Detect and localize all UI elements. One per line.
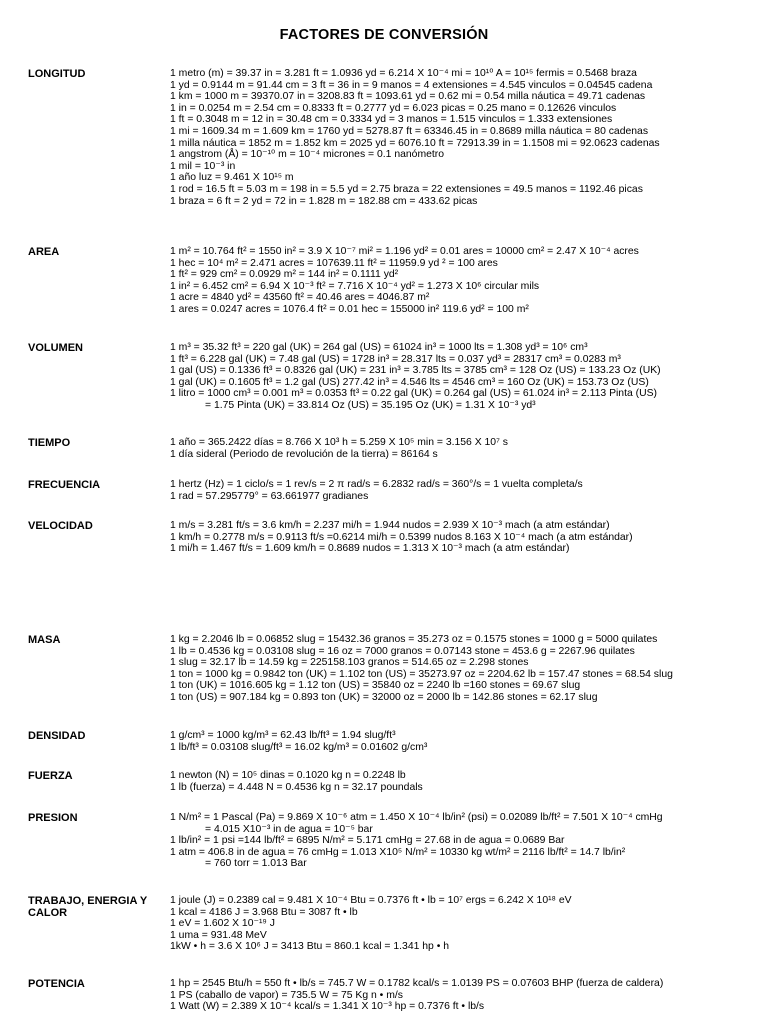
conversion-line: 1 in² = 6.452 cm² = 6.94 X 10⁻³ ft² = 7.716 X 10⁻⁴ yd² = 1.273 X 10⁶ circular mils: [170, 280, 540, 292]
conversion-line: 1 slug = 32.17 lb = 14.59 kg = 225158.103 granos = 514.65 oz = 2.298 stones: [170, 657, 529, 669]
conversion-line: 1 ton (UK) = 1016.605 kg = 1.12 ton (US) = 35840 oz = 2240 lb =160 stones = 69.67 slug: [170, 680, 581, 692]
conversion-line: 1 angstrom (Å) = 10⁻¹⁰ m = 10⁻⁴ micrones = 0.1 nanómetro: [170, 149, 445, 161]
conversion-line: 1 gal (UK) = 0.1605 ft³ = 1.2 gal (US) 277.42 in³ = 4.546 lts = 4546 cm³ = 160 Oz (UK) = 153.73 Oz (US): [170, 376, 649, 388]
section-label: POTENCIA: [28, 978, 85, 990]
conversion-line: 1 lb/ft³ = 0.03108 slug/ft³ = 16.02 kg/m³ = 0.01602 g/cm³: [170, 741, 428, 753]
conversion-lines: [170, 342, 760, 412]
conversion-line: 1kW • h = 3.6 X 10⁶ J = 3413 Btu = 860.1 kcal = 1.341 hp • h: [170, 941, 450, 953]
conversion-line: 1 lb = 0.4536 kg = 0.03108 slug = 16 oz = 7000 granos = 0.07143 stone = 453.6 g = 2267.96 quilates: [170, 645, 635, 657]
conversion-line: 1 braza = 6 ft = 2 yd = 72 in = 1.828 m = 182.88 cm = 433.62 picas: [170, 195, 478, 207]
document-title: FACTORES DE CONVERSIÓN: [279, 27, 489, 43]
section-label: VELOCIDAD: [28, 520, 93, 532]
conversion-line: 1 kcal = 4186 J = 3.968 Btu = 3087 ft • lb: [170, 906, 358, 918]
section-label: DENSIDAD: [28, 730, 86, 742]
conversion-line: 1 m² = 10.764 ft² = 1550 in² = 3.9 X 10⁻⁷ mi² = 1.196 yd² = 0.01 ares = 10000 cm² = 2.47 X 10⁻⁴ acres: [170, 246, 639, 257]
conversion-line: 1 joule (J) = 0.2389 cal = 9.481 X 10⁻⁴ Btu = 0.7376 ft • lb = 10⁷ ergs = 6.242 X 10¹⁸ eV: [170, 895, 572, 906]
conversion-line: = 760 torr = 1.013 Bar: [205, 858, 307, 870]
conversion-line: 1 metro (m) = 39.37 in = 3.281 ft = 1.0936 yd = 6.214 X 10⁻⁴ mi = 10¹⁰ A = 10¹⁵ fermis = 0.5468 braza: [170, 68, 637, 79]
conversion-line: 1 ft = 0.3048 m = 12 in = 30.48 cm = 0.3334 yd = 3 manos = 1.515 vinculos = 1.333 extensiones: [170, 114, 613, 126]
conversion-line: = 1.75 Pinta (UK) = 33.814 Oz (US) = 35.195 Oz (UK) = 1.31 X 10⁻³ yd³: [205, 399, 536, 411]
conversion-lines: [170, 246, 760, 316]
conversion-line: 1 ft³ = 6.228 gal (UK) = 7.48 gal (US) = 1728 in³ = 28.317 lts = 0.037 yd³ = 28317 cm³ = 0.0283 m³: [170, 353, 621, 365]
conversion-line: 1 ft² = 929 cm² = 0.0929 m² = 144 in² = 0.1111 yd²: [170, 269, 399, 281]
conversion-line: 1 año luz = 9.461 X 10¹⁵ m: [170, 172, 294, 184]
conversion-line: 1 lb (fuerza) = 4.448 N = 0.4536 kg n = 32.17 poundals: [170, 781, 423, 793]
conversion-line: 1 atm = 406.8 in de agua = 76 cmHg = 1.013 X10⁵ N/m² = 10330 kg wt/m² = 2116 lb/ft² = 14.7 lb/in²: [170, 846, 626, 858]
conversion-line: 1 mi = 1609.34 m = 1.609 km = 1760 yd = 5278.87 ft = 63346.45 in = 0.8689 milla náutica = 80 cadenas: [170, 125, 649, 137]
conversion-line: 1 rad = 57.295779° = 63.661977 gradianes: [170, 490, 369, 502]
section-label: LONGITUD: [28, 68, 86, 80]
conversion-line: 1 ton (US) = 907.184 kg = 0.893 ton (UK) = 32000 oz = 2000 lb = 142.86 stones = 62.17 slug: [170, 691, 598, 703]
conversion-line: 1 litro = 1000 cm³ = 0.001 m³ = 0.0353 ft³ = 0.22 gal (UK) = 0.264 gal (US) = 61.024 in³ = 2.113 Pinta (US): [170, 388, 657, 400]
conversion-line: 1 yd = 0.9144 m = 91.44 cm = 3 ft = 36 in = 9 manos = 4 extensiones = 4.545 vinculos = 0.04545 cadena: [170, 79, 653, 91]
conversion-line: 1 mi/h = 1.467 ft/s = 1.609 km/h = 0.8689 nudos = 1.313 X 10⁻³ mach (a atm estándar): [170, 543, 570, 555]
conversion-lines: [170, 437, 760, 460]
conversion-line: 1 hp = 2545 Btu/h = 550 ft • lb/s = 745.7 W = 0.1782 kcal/s = 1.0139 PS = 0.07603 BHP (fuerza de caldera): [170, 978, 664, 989]
conversion-lines: [170, 730, 760, 753]
section-label: MASA: [28, 634, 61, 646]
conversion-line: 1 ton = 1000 kg = 0.9842 ton (UK) = 1.102 ton (US) = 35273.97 oz = 2204.62 lb = 157.47 stones = 68.54 slug: [170, 668, 673, 680]
conversion-lines: [170, 520, 760, 555]
conversion-line: 1 hec = 10⁴ m² = 2.471 acres = 107639.11 ft² = 11959.9 yd ² = 100 ares: [170, 257, 498, 269]
conversion-lines: [170, 634, 760, 704]
conversion-line: = 4.015 X10⁻³ in de agua = 10⁻⁵ bar: [205, 823, 373, 835]
section-label: PRESION: [28, 812, 78, 824]
conversion-lines: [170, 895, 760, 953]
section-label: VOLUMEN: [28, 342, 83, 354]
section-label: FUERZA: [28, 770, 73, 782]
conversion-line: 1 m³ = 35.32 ft³ = 220 gal (UK) = 264 gal (US) = 61024 in³ = 1000 lts = 1.308 yd³ = 10⁶ cm³: [170, 342, 588, 353]
conversion-line: 1 acre = 4840 yd² = 43560 ft² = 40.46 ares = 4046.87 m²: [170, 292, 430, 304]
conversion-line: 1 lb/in² = 1 psi =144 lb/ft² = 6895 N/m² = 5.171 cmHg = 27.68 in de agua = 0.0689 Bar: [170, 835, 565, 847]
conversion-line: 1 Watt (W) = 2.389 X 10⁻⁴ kcal/s = 1.341 X 10⁻³ hp = 0.7376 ft • lb/s: [170, 1001, 485, 1013]
conversion-lines: [170, 479, 760, 502]
conversion-line: 1 uma = 931.48 MeV: [170, 929, 267, 941]
section-label: AREA: [28, 246, 60, 258]
conversion-line: 1 eV = 1.602 X 10⁻¹⁹ J: [170, 918, 275, 930]
conversion-lines: [170, 812, 760, 870]
conversion-lines: [170, 770, 760, 793]
section-label: TIEMPO: [28, 437, 71, 449]
conversion-line: 1 rod = 16.5 ft = 5.03 m = 198 in = 5.5 yd = 2.75 braza = 22 extensiones = 49.5 manos = 1192.46 picas: [170, 183, 643, 195]
conversion-lines: [170, 978, 760, 1013]
conversion-lines: [170, 68, 760, 207]
conversion-line: 1 newton (N) = 10⁵ dinas = 0.1020 kg n = 0.2248 lb: [170, 770, 406, 781]
section-label: TRABAJO, ENERGIA Y CALOR: [28, 895, 147, 920]
conversion-line: 1 mil = 10⁻³ in: [170, 160, 236, 172]
conversion-line: 1 kg = 2.2046 lb = 0.06852 slug = 15432.36 granos = 35.273 oz = 0.1575 stones = 1000 g = 5000 quilates: [170, 634, 658, 645]
conversion-line: 1 PS (caballo de vapor) = 735.5 W = 75 Kg n • m/s: [170, 989, 403, 1001]
conversion-line: 1 km/h = 0.2778 m/s = 0.9113 ft/s =0.6214 mi/h = 0.5399 nudos 8.163 X 10⁻⁴ mach (a atm estándar): [170, 531, 633, 543]
conversion-line: 1 g/cm³ = 1000 kg/m³ = 62.43 lb/ft³ = 1.94 slug/ft³: [170, 730, 396, 741]
conversion-line: 1 km = 1000 m = 39370.07 in = 3208.83 ft = 1093.61 yd = 0.62 mi = 0.54 milla náutica = 49.71 cadenas: [170, 91, 646, 103]
conversion-line: 1 in = 0.0254 m = 2.54 cm = 0.8333 ft = 0.2777 yd = 6.023 picas = 0.25 mano = 0.12626 vinculos: [170, 102, 617, 114]
conversion-line: 1 m/s = 3.281 ft/s = 3.6 km/h = 2.237 mi/h = 1.944 nudos = 2.939 X 10⁻³ mach (a atm estándar): [170, 520, 610, 531]
conversion-line: 1 día sideral (Periodo de revolución de la tierra) = 86164 s: [170, 448, 438, 460]
conversion-line: 1 milla náutica = 1852 m = 1.852 km = 2025 yd = 6076.10 ft = 72913.39 in = 1.1508 mi = 92.0623 cadenas: [170, 137, 660, 149]
conversion-line: 1 gal (US) = 0.1336 ft³ = 0.8326 gal (UK) = 231 in³ = 3.785 lts = 3785 cm³ = 128 Oz (US) = 133.23 Oz (UK): [170, 365, 661, 377]
section-label: FRECUENCIA: [28, 479, 101, 491]
conversion-line: 1 ares = 0.0247 acres = 1076.4 ft² = 0.01 hec = 155000 in² 119.6 yd² = 100 m²: [170, 303, 529, 315]
conversion-line: 1 año = 365.2422 días = 8.766 X 10³ h = 5.259 X 10⁵ min = 3.156 X 10⁷ s: [170, 437, 508, 448]
conversion-line: 1 N/m² = 1 Pascal (Pa) = 9.869 X 10⁻⁶ atm = 1.450 X 10⁻⁴ lb/in² (psi) = 0.02089 lb/ft² = 7.501 X 10⁻⁴ cmHg: [170, 812, 663, 823]
conversion-line: 1 hertz (Hz) = 1 ciclo/s = 1 rev/s = 2 π rad/s = 6.2832 rad/s = 360°/s = 1 vuelta completa/s: [170, 479, 583, 490]
